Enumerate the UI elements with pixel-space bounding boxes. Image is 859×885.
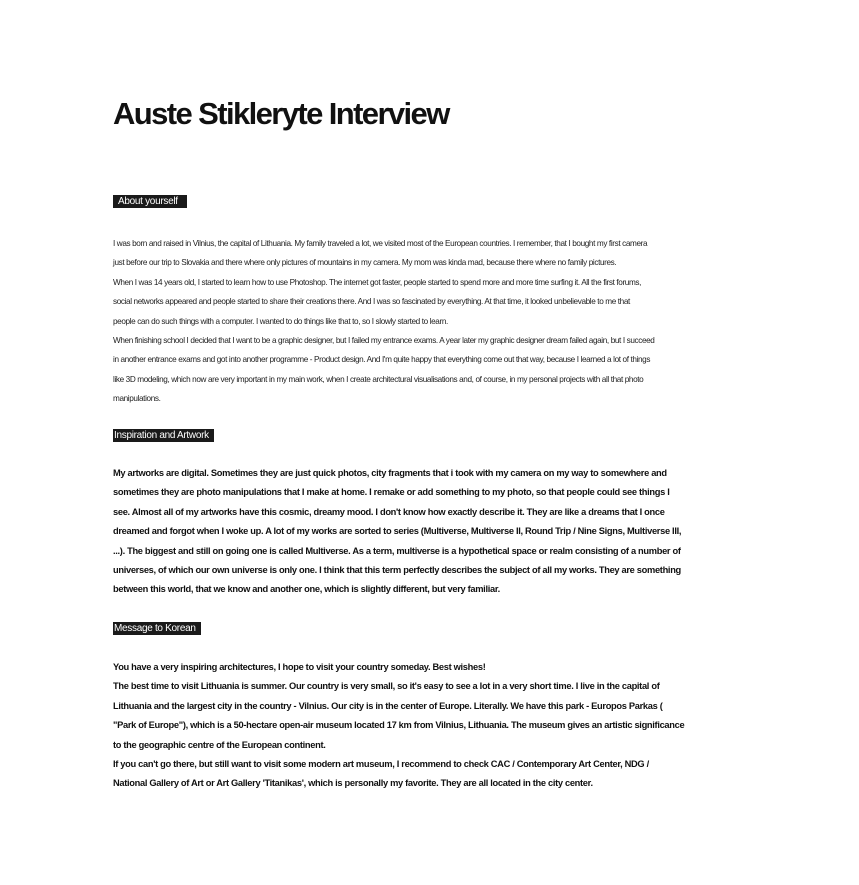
- about-paragraph: [113, 234, 753, 409]
- message-line: You have a very inspiring architectures, I hope to visit your country someday. Best wishes!: [113, 662, 486, 672]
- inspiration-line: My artworks are digital. Sometimes they are just quick photos, city fragments that i took with my camera on my way to somewhere and: [113, 468, 667, 478]
- inspiration-line: ...). The biggest and still on going one is called Multiverse. As a term, multiverse is a hypothetical space or realm consisting of a number of: [113, 545, 681, 556]
- about-line: in another entrance exams and got into another programme - Product design. And I'm quite happy that everything come out that way, because I learned a lot of things: [113, 355, 651, 365]
- inspiration-line: see. Almost all of my artworks have this cosmic, dreamy mood. I don't know how exactly describe it. They are like a dreams that I once: [113, 506, 665, 517]
- about-line: like 3D modeling, which now are very important in my main work, when I create architectural visualisations and, of course, in my personal projects with all that photo: [113, 374, 644, 384]
- section-label-inspiration: Inspiration and Artwork: [113, 429, 214, 442]
- page-title: Auste Stikleryte Interview: [113, 96, 449, 131]
- message-line: to the geographic centre of the European continent.: [113, 739, 326, 750]
- about-line: When finishing school I decided that I want to be a graphic designer, but I failed my entrance exams. A year later my graphic designer dream failed again, but I succeed: [113, 336, 655, 346]
- message-line: Lithuania and the largest city in the country - Vilnius. Our city is in the center of Europe. Literally. We have this park - Europos Parkas (: [113, 700, 663, 711]
- about-line: I was born and raised in Vilnius, the capital of Lithuania. My family traveled a lot, we visited most of the European countries. I remember, that I bought my first camera: [113, 239, 648, 248]
- about-line: just before our trip to Slovakia and there where only pictures of mountains in my camera. My mom was kinda mad, because there where no family pictures.: [113, 258, 617, 268]
- inspiration-line: between this world, that we know and another one, which is slightly different, but very familiar.: [113, 584, 500, 595]
- inspiration-paragraph: [113, 464, 753, 600]
- inspiration-line: sometimes they are photo manipulations that I make at home. I remake or add something to my photo, so that people could see things I: [113, 487, 670, 498]
- message-line: If you can't go there, but still want to visit some modern art museum, I recommend to check CAC / Contemporary Art Center, NDG /: [113, 759, 649, 770]
- about-line: people can do such things with a computer. I wanted to do things like that to, so I slowly started to learn.: [113, 316, 448, 326]
- section-label-message: Message to Korean: [113, 622, 201, 635]
- about-line: When I was 14 years old, I started to learn how to use Photoshop. The internet got faster, people started to spend more and more time surfing it. All the first forums,: [113, 277, 642, 287]
- message-line: The best time to visit Lithuania is summer. Our country is very small, so it's easy to see a lot in a very short time. I live in the capital of: [113, 681, 660, 692]
- about-line: manipulations.: [113, 394, 161, 404]
- message-line: "Park of Europe"), which is a 50-hectare open-air museum located 17 km from Vilnius, Lithuania. The museum gives an artistic significance: [113, 720, 685, 731]
- section-label-about: About yourself: [113, 195, 187, 208]
- inspiration-line: dreamed and forgot when I woke up. A lot of my works are sorted to series (Multiverse, Multiverse II, Round Trip / Nine Signs, Multiverse III,: [113, 526, 682, 537]
- message-paragraph: [113, 658, 753, 794]
- inspiration-line: universes, of which our own universe is only one. I think that this term perfectly describes the subject of all my works. They are something: [113, 565, 681, 576]
- about-line: social networks appeared and people started to share their creations there. And I was so fascinated by everything. At that time, it looked unbelievable to me that: [113, 297, 630, 307]
- message-line: National Gallery of Art or Art Gallery 'Titanikas', which is personally my favorite. They are all located in the city center.: [113, 778, 593, 789]
